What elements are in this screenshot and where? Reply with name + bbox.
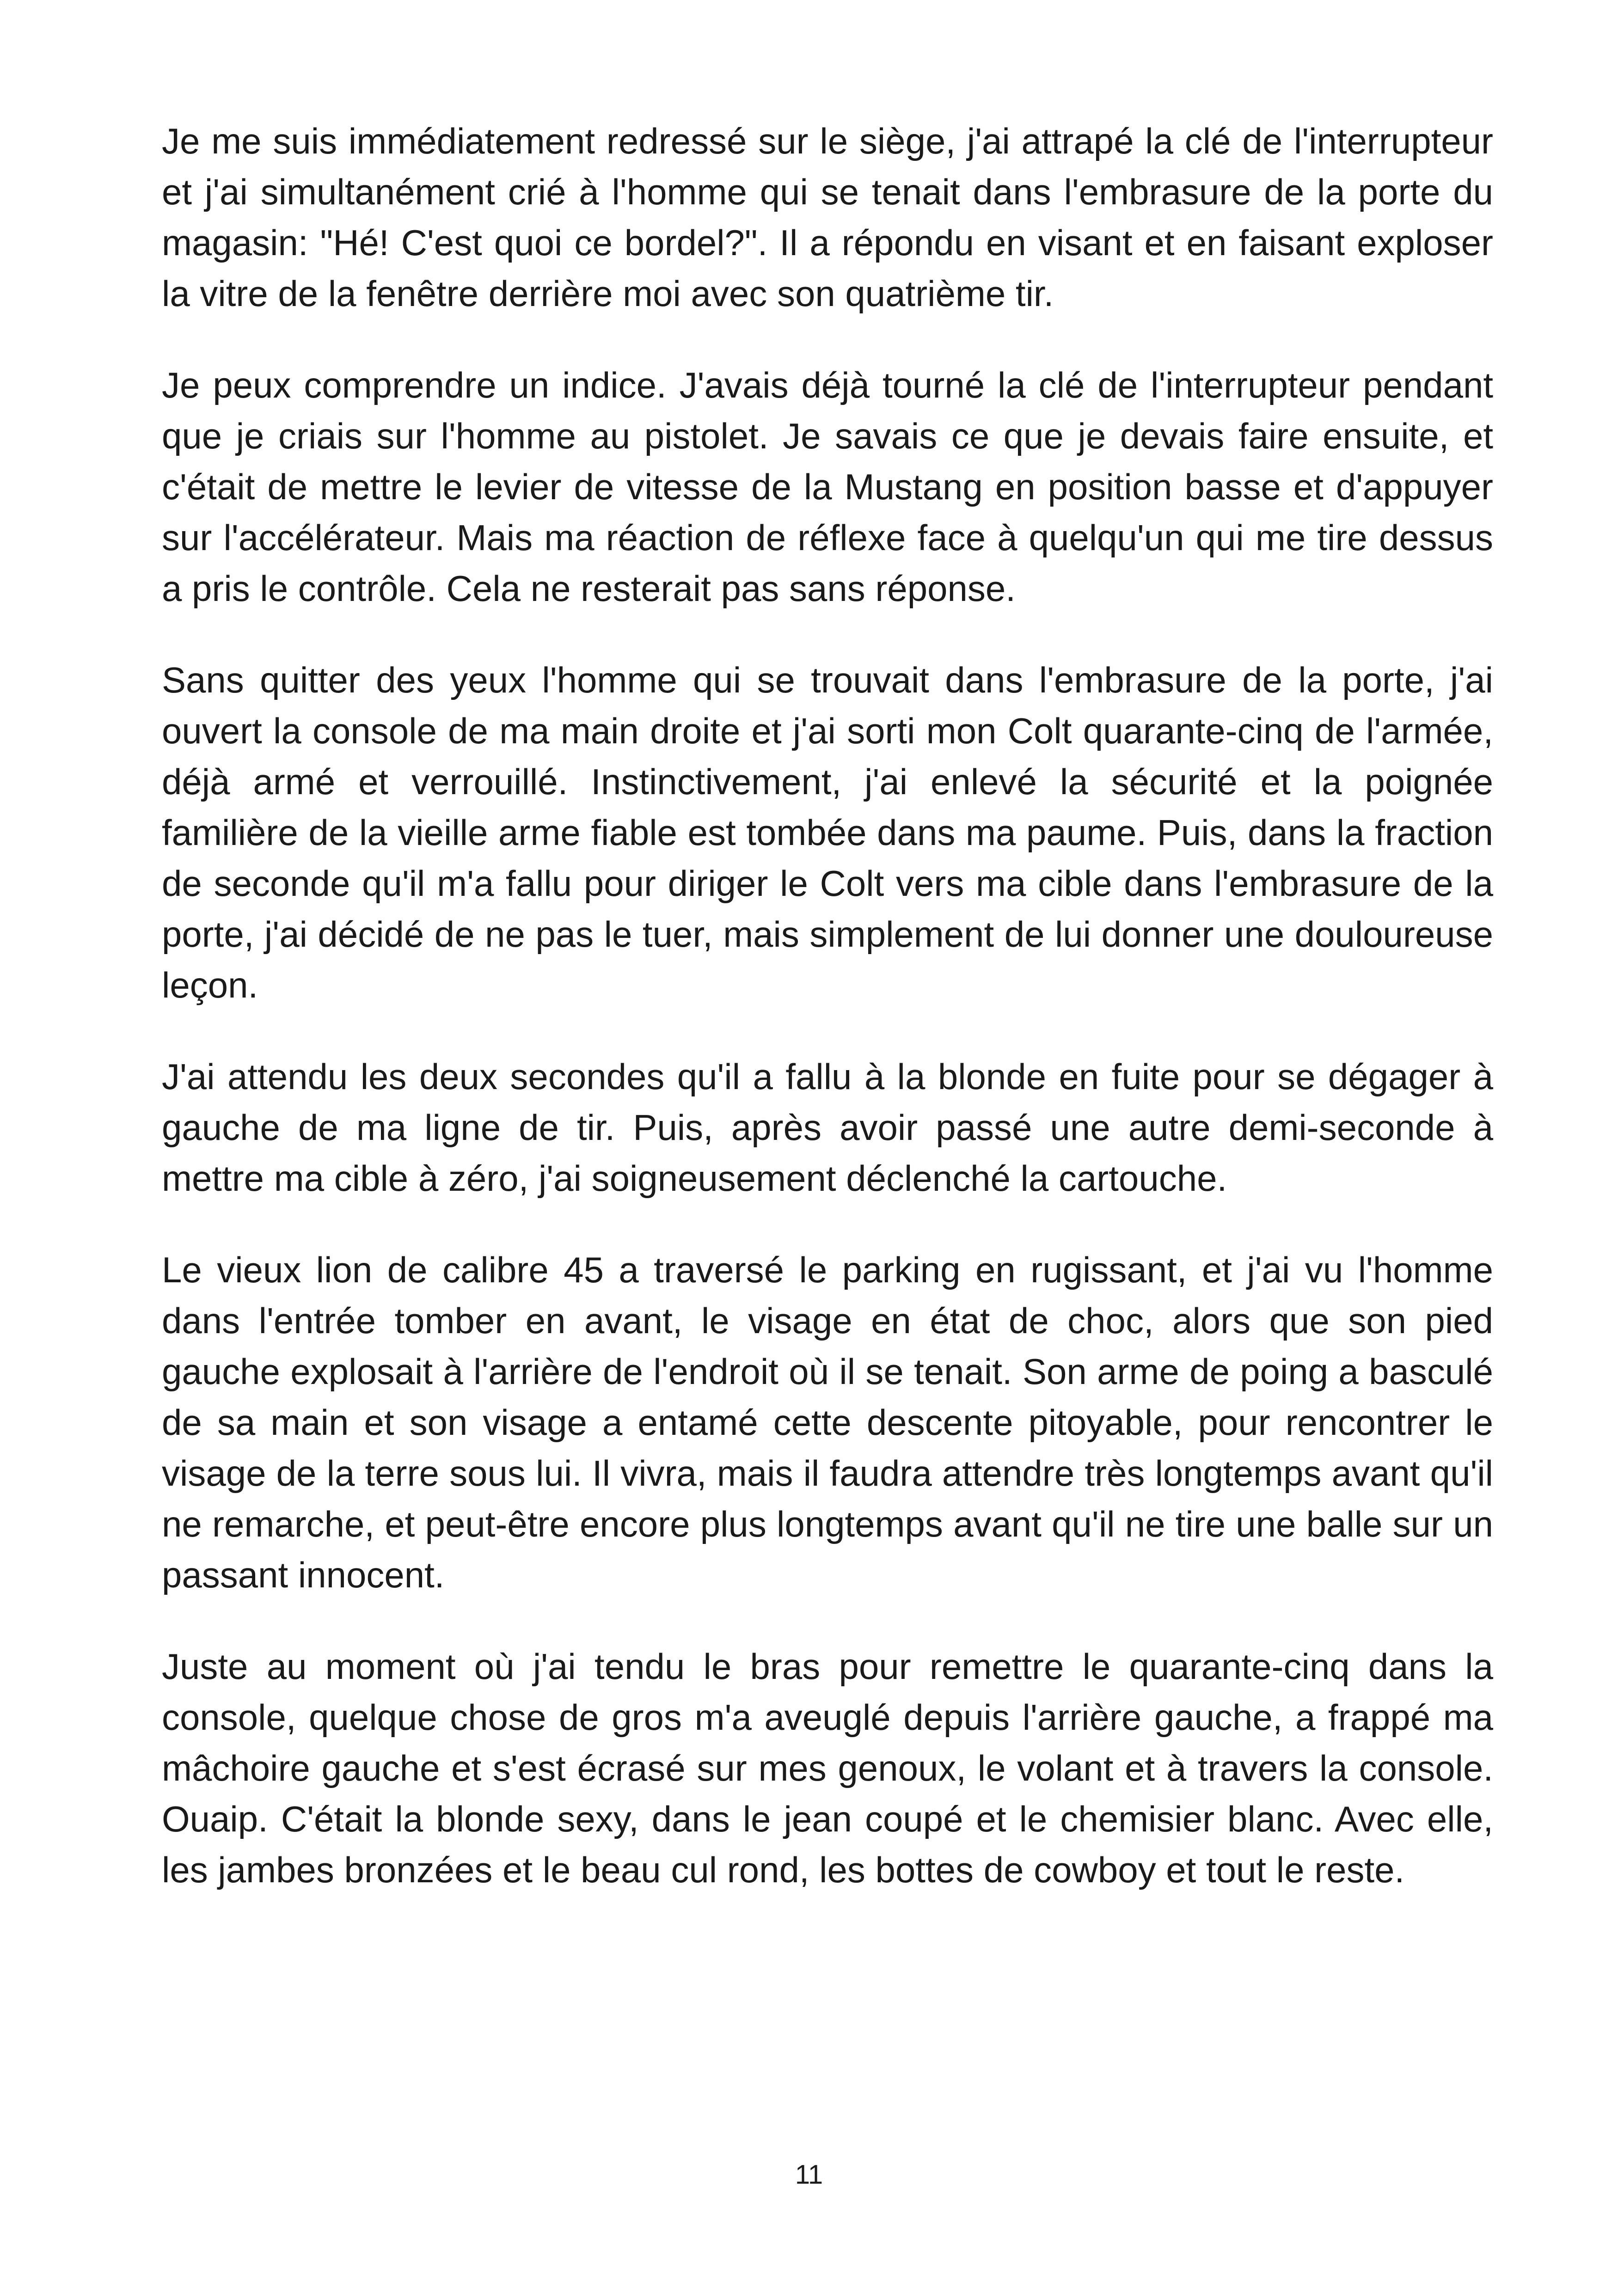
paragraph-4: J'ai attendu les deux secondes qu'il a fallu à la blonde en fuite pour se dégager à gauche de ma ligne de tir. Puis, après avoir passé une autre demi-seconde à mettre ma cible à zéro, j'ai soigneusement déclenché la cartouche. bbox=[162, 1056, 1493, 1199]
page-body bbox=[162, 116, 1493, 1936]
paragraph-6: Juste au moment où j'ai tendu le bras pour remettre le quarante-cinq dans la console, quelque chose de gros m'a aveuglé depuis l'arrière gauche, a frappé ma mâchoire gauche et s'est écrasé sur mes genoux, le volant et à travers la console. Ouaip. C'était la blonde sexy, dans le jean coupé et le chemisier blanc. Avec elle, les jambes bronzées et le beau cul rond, les bottes de cowboy et tout le reste. bbox=[162, 1646, 1493, 1890]
paragraph-5: Le vieux lion de calibre 45 a traversé le parking en rugissant, et j'ai vu l'homme dans l'entrée tomber en avant, le visage en état de choc, alors que son pied gauche explosait à l'arrière de l'endroit où il se tenait. Son arme de poing a basculé de sa main et son visage a entamé cette descente pitoyable, pour rencontrer le visage de la terre sous lui. Il vivra, mais il faudra attendre très longtemps avant qu'il ne remarche, et peut-être encore plus longtemps avant qu'il ne tire une balle sur un passant innocent. bbox=[162, 1249, 1493, 1595]
paragraph-3: Sans quitter des yeux l'homme qui se trouvait dans l'embrasure de la porte, j'ai ouvert la console de ma main droite et j'ai sorti mon Colt quarante-cinq de l'armée, déjà armé et verrouillé. Instinctivement, j'ai enlevé la sécurité et la poignée familière de la vieille arme fiable est tombée dans ma paume. Puis, dans la fraction de seconde qu'il m'a fallu pour diriger le Colt vers ma cible dans l'embrasure de la porte, j'ai décidé de ne pas le tuer, mais simplement de lui donner une douloureuse leçon. bbox=[162, 660, 1493, 1005]
paragraph-1: Je me suis immédiatement redressé sur le siège, j'ai attrapé la clé de l'interrupteur et j'ai simultanément crié à l'homme qui se tenait dans l'embrasure de la porte du magasin: "Hé! C'est quoi ce bordel?". Il a répondu en visant et en faisant exploser la vitre de la fenêtre derrière moi avec son quatrième tir. bbox=[162, 121, 1493, 314]
paragraph-2: Je peux comprendre un indice. J'avais déjà tourné la clé de l'interrupteur pendant que je criais sur l'homme au pistolet. Je savais ce que je devais faire ensuite, et c'était de mettre le levier de vitesse de la Mustang en position basse et d'appuyer sur l'accélérateur. Mais ma réaction de réflexe face à quelqu'un qui me tire dessus a pris le contrôle. Cela ne resterait pas sans réponse. bbox=[162, 365, 1493, 609]
page-number: 11 bbox=[795, 2160, 823, 2190]
